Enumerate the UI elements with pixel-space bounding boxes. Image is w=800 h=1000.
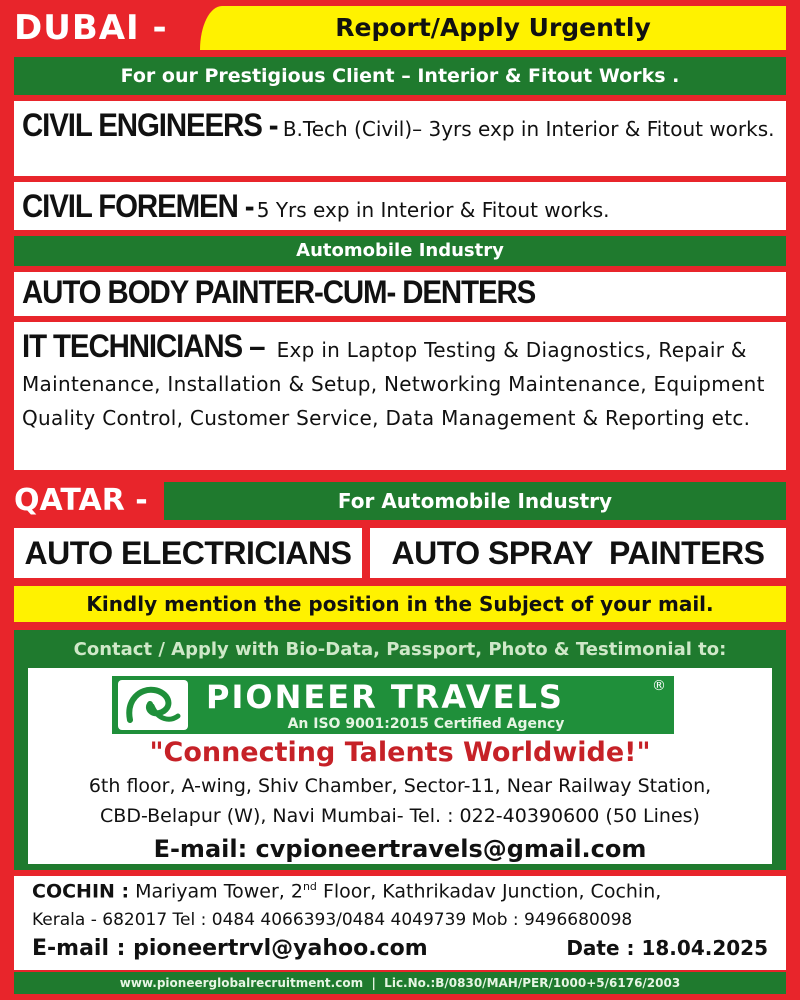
job-description: Exp in Laptop Testing & Diagnostics, Repair & Maintenance, Installation & Setup, Networking Maintenance, Equipment Quality Control, Customer Service, Data Management & Reporting etc. xyxy=(22,338,765,430)
tagline: "Connecting Talents Worldwide!" xyxy=(149,737,651,768)
qatar-industry-line: For Automobile Industry xyxy=(164,482,786,520)
cochin-email: E-mail : pioneertrvl@yahoo.com xyxy=(32,936,428,961)
cochin-address-part-a: Mariyam Tower, 2 xyxy=(129,880,303,903)
job-it-technicians xyxy=(14,322,786,470)
client-line: For our Prestigious Client – Interior & Fitout Works . xyxy=(14,57,786,95)
job-title: AUTO BODY PAINTER-CUM- DENTERS xyxy=(22,274,536,310)
date-block xyxy=(566,936,768,960)
job-title: CIVIL ENGINEERS - xyxy=(22,107,278,143)
cochin-address-part-b: Floor, Kathrikadav Junction, Cochin, xyxy=(316,880,662,903)
address-line-1: 6th floor, A-wing, Shiv Chamber, Sector-11, Near Railway Station, xyxy=(88,775,712,797)
date-value: 18.04.2025 xyxy=(641,936,768,960)
pioneer-logo-icon xyxy=(118,680,188,730)
footer-license-line: www.pioneerglobalrecruitment.com | Lic.No.:B/0830/MAH/PER/1000+5/6176/2003 xyxy=(14,972,786,994)
cochin-contact-line: Kerala - 682017 Tel : 0484 4066393/0484 4049739 Mob : 9496680098 xyxy=(32,910,633,930)
job-auto-spray-painters: AUTO SPRAY PAINTERS xyxy=(370,528,786,578)
qatar-location-label: QATAR - xyxy=(14,483,148,518)
dubai-location-label: DUBAI - xyxy=(14,8,168,48)
job-auto-body-painter xyxy=(14,272,786,316)
main-email: E-mail: cvpioneertravels@gmail.com xyxy=(153,835,647,863)
cochin-office-box xyxy=(14,876,786,970)
report-apply-banner: Report/Apply Urgently xyxy=(200,6,786,50)
floor-superscript: nd xyxy=(302,880,317,893)
job-description: B.Tech (Civil)– 3yrs exp in Interior & Fitout works. xyxy=(282,117,775,141)
date-label: Date : xyxy=(566,936,642,960)
registered-mark: ® xyxy=(652,678,666,694)
address-line-2: CBD-Belapur (W), Navi Mumbai- Tel. : 022-40390600 (50 Lines) xyxy=(100,805,700,827)
cochin-address-line xyxy=(32,880,661,902)
job-civil-foremen xyxy=(14,182,786,230)
job-title: IT TECHNICIANS – xyxy=(22,328,265,364)
job-civil-engineers xyxy=(14,101,786,176)
job-title: CIVIL FOREMEN - xyxy=(22,188,254,224)
automobile-industry-line: Automobile Industry xyxy=(14,236,786,266)
iso-certification: An ISO 9001:2015 Certified Agency xyxy=(287,716,565,732)
brand-name: PIONEER TRAVELS xyxy=(206,678,564,716)
job-auto-electricians: AUTO ELECTRICIANS xyxy=(14,528,362,578)
job-description: 5 Yrs exp in Interior & Fitout works. xyxy=(256,198,610,222)
contact-heading: Contact / Apply with Bio-Data, Passport, Photo & Testimonial to: xyxy=(73,639,727,660)
subject-notice: Kindly mention the position in the Subject of your mail. xyxy=(14,586,786,622)
cochin-label: COCHIN : xyxy=(32,880,130,903)
